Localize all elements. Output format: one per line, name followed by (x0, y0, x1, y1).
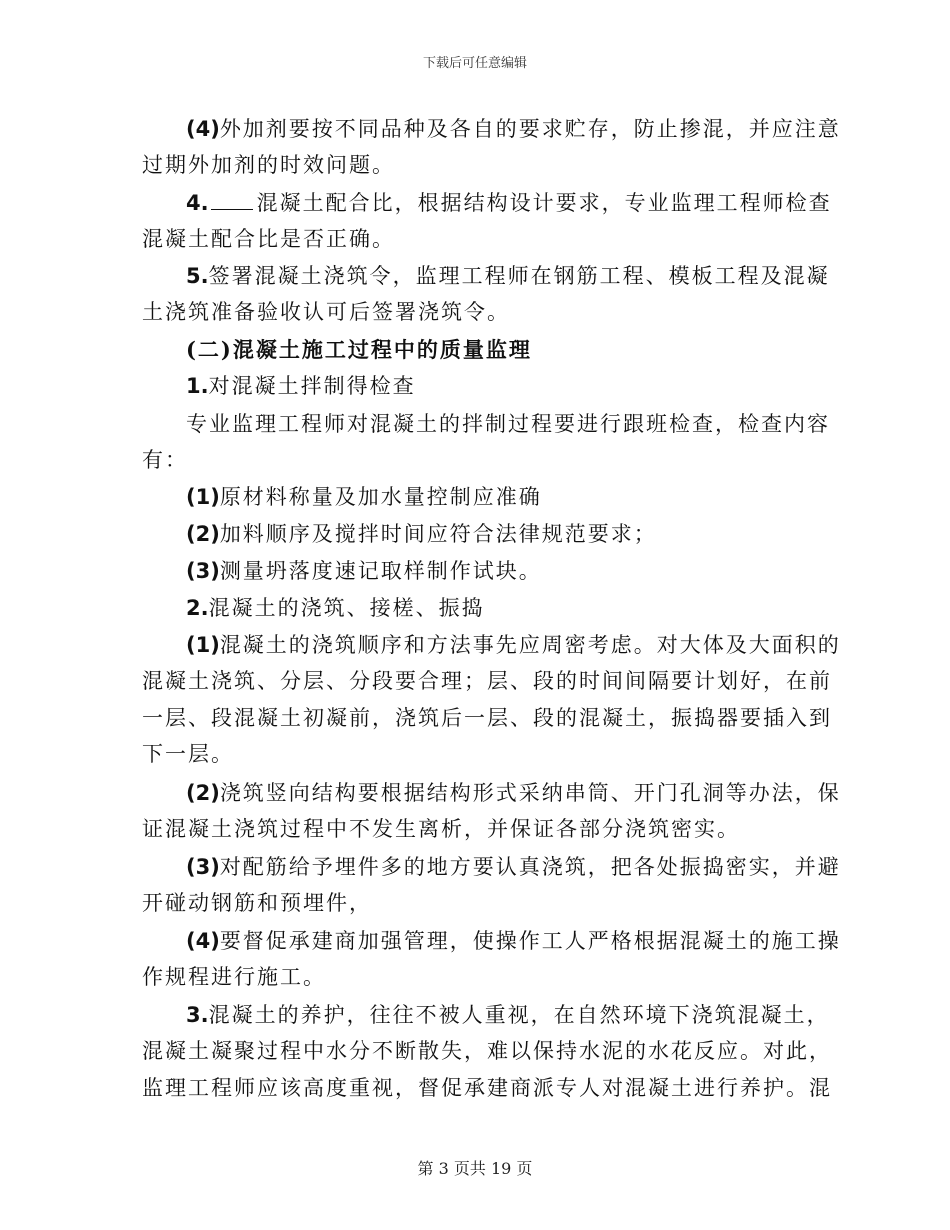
paragraph-line: 开碰动钢筋和预埋件， (142, 891, 372, 915)
paragraph-line: (1)混凝土的浇筑顺序和方法事先应周密考虑。对大体及大面积的 (186, 633, 841, 657)
item-number: 4. (186, 191, 209, 215)
item-number: 3. (186, 1003, 209, 1027)
paragraph-line: 3.混凝土的养护，往往不被人重视，在自然环境下浇筑混凝土， (186, 1003, 830, 1027)
item-number: 2. (186, 596, 209, 620)
paragraph-line: (2)浇筑竖向结构要根据结构形式采纳串筒、开门孔洞等办法，保 (186, 781, 841, 805)
paragraph-line: 土浇筑准备验收认可后签署浇筑令。 (142, 300, 510, 324)
list-item: (2)加料顺序及搅拌时间应符合法律规范要求； (186, 522, 657, 546)
page-footer: 第 3 页共 19 页 (417, 1159, 533, 1178)
item-number: 5. (186, 264, 209, 288)
item-number: (2) (186, 781, 220, 805)
paragraph-line: 混凝土浇筑、分层、分段要合理；层、段的时间间隔要计划好，在前 (142, 669, 832, 693)
item-number: (1) (186, 633, 220, 657)
list-item: (1)原材料称量及加水量控制应准确 (186, 485, 542, 509)
subsection-heading: 2.混凝土的浇筑、接槎、振捣 (186, 596, 485, 620)
item-number: (4) (186, 929, 220, 953)
paragraph-line: 过期外加剂的时效问题。 (142, 153, 395, 177)
section-heading: (二)混凝土施工过程中的质量监理 (186, 337, 532, 362)
fill-in-blank (211, 193, 253, 210)
paragraph-line: 作规程进行施工。 (142, 965, 326, 989)
paragraph-line: (4)要督促承建商加强管理，使操作工人严格根据混凝土的施工操 (186, 929, 841, 953)
list-item: (3)测量坍落度速记取样制作试块。 (186, 559, 542, 583)
paragraph-line: (3)对配筋给予埋件多的地方要认真浇筑，把各处振捣密实，并避 (186, 855, 841, 879)
page-header: 下载后可任意编辑 (422, 56, 527, 71)
paragraph-line: 下一层。 (142, 742, 234, 766)
item-number: 1. (186, 374, 209, 398)
paragraph-line: 监理工程师应该高度重视，督促承建商派专人对混凝土进行养护。混 (142, 1076, 832, 1100)
item-number: (4) (186, 117, 220, 141)
paragraph-line: 4. 混凝土配合比，根据结构设计要求，专业监理工程师检查 (186, 191, 832, 215)
subsection-heading: 1.对混凝土拌制得检查 (186, 374, 416, 398)
item-number: (3) (186, 855, 220, 879)
item-number: (3) (186, 559, 220, 583)
paragraph-line: 有： (142, 448, 188, 472)
paragraph-line: (4)外加剂要按不同品种及各自的要求贮存，防止掺混，并应注意 (186, 117, 841, 141)
item-number: (1) (186, 485, 220, 509)
item-number: (2) (186, 522, 220, 546)
paragraph-line: 5.签署混凝土浇筑令，监理工程师在钢筋工程、模板工程及混凝 (186, 264, 830, 288)
paragraph-line: 一层、段混凝土初凝前，浇筑后一层、段的混凝土，振捣器要插入到 (142, 706, 832, 730)
paragraph-line: 混凝土配合比是否正确。 (142, 227, 395, 251)
paragraph-line: 证混凝土浇筑过程中不发生离析，并保证各部分浇筑密实。 (142, 817, 740, 841)
paragraph-line: 专业监理工程师对混凝土的拌制过程要进行跟班检查，检查内容 (186, 412, 830, 436)
paragraph-line: 混凝土凝聚过程中水分不断散失，难以保持水泥的水花反应。对此， (142, 1039, 832, 1063)
